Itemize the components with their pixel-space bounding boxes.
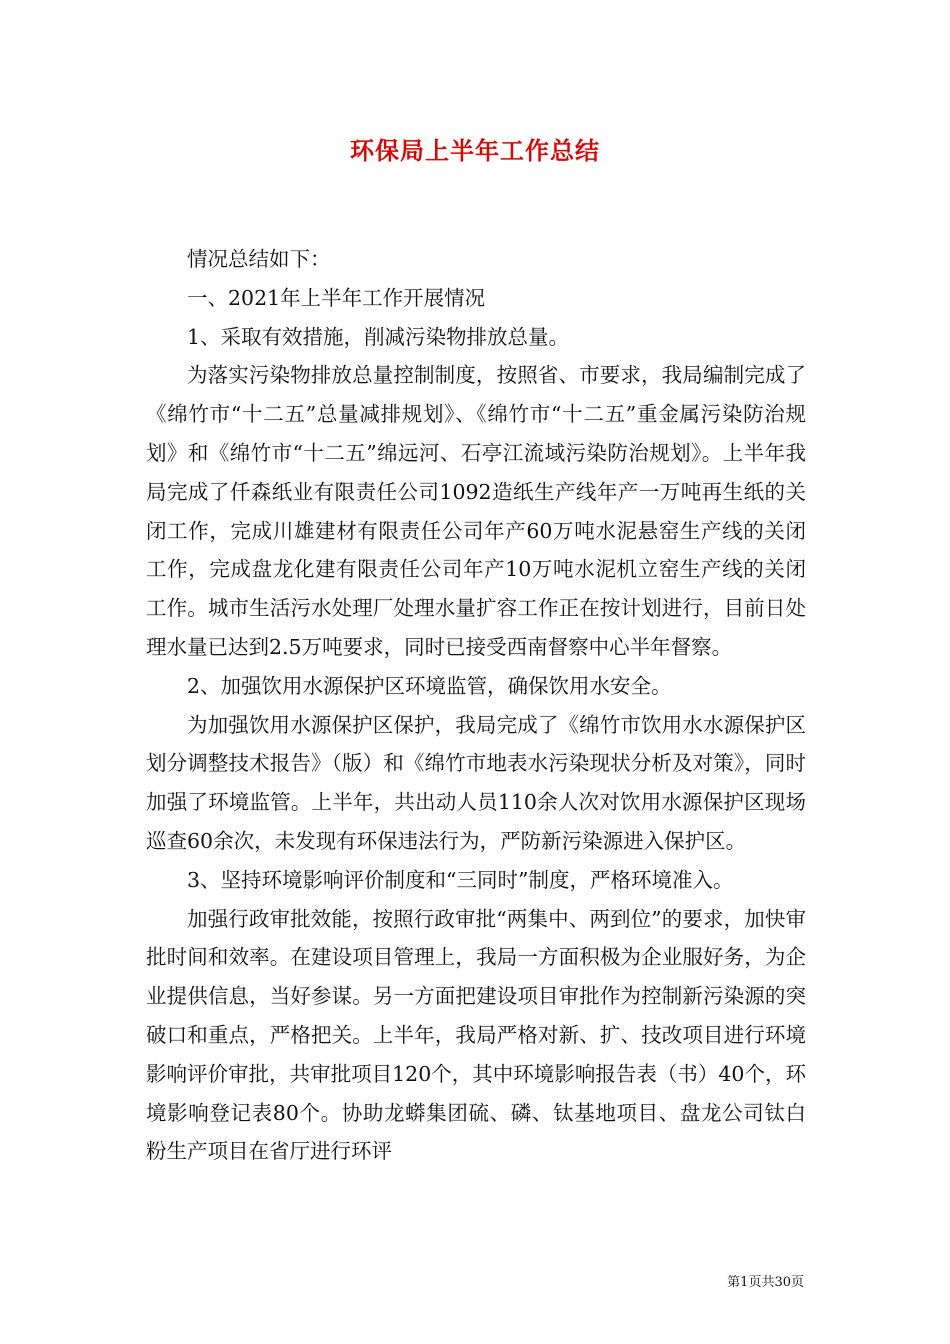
paragraph: 情况总结如下： xyxy=(187,247,331,271)
paragraph: 加强行政审批效能，按照行政审批“两集中、两到位”的要求，加快审批时间和效率。在建设项目管理上，我局一方面积极为企业服好务，为企业提供信息，当好参谋。另一方面把建设项目审批作为控制新污染源的突破口和重点，严格把关。上半年，我局严格对新、扩、技改项目进行环境影响评价审批，共审批项目120个，其中环境影响报告表（书）40个，环境影响登记表80个。协助龙蟒集团硫、磷、钛基地项目、盘龙公司钛白粉生产项目在省厅进行环评 xyxy=(146,906,806,1164)
document-body xyxy=(146,240,806,1171)
page-number-footer: 第1页共30页 xyxy=(727,1275,804,1290)
paragraph: 为加强饮用水源保护区保护，我局完成了《绵竹市饮用水水源保护区划分调整技术报告》（版）和《绵竹市地表水污染现状分析及对策》，同时加强了环境监管。上半年，共出动人员110余人次对饮用水源保护区现场巡查60余次，未发现有环保违法行为，严防新污染源进入保护区。 xyxy=(146,712,806,853)
subsection-heading: 2、加强饮用水源保护区环境监管，确保饮用水安全。 xyxy=(187,673,672,698)
section-heading: 一、2021年上半年工作开展情况 xyxy=(187,285,486,310)
paragraph: 为落实污染物排放总量控制制度，按照省、市要求，我局编制完成了《绵竹市“十二五”总量减排规划》、《绵竹市“十二五”重金属污染防治规划》和《绵竹市“十二五”绵远河、石亭江流域污染防治规划》。上半年我局完成了仟森纸业有限责任公司1092造纸生产线年产一万吨再生纸的关闭工作，完成川雄建材有限责任公司年产60万吨水泥悬窑生产线的关闭工作，完成盘龙化建有限责任公司年产10万吨水泥机立窑生产线的关闭工作。城市生活污水处理厂处理水量扩容工作正在按计划进行，目前日处理水量已达到2.5万吨要求，同时已接受西南督察中心半年督察。 xyxy=(146,363,806,659)
subsection-heading: 1、采取有效措施，削减污染物排放总量。 xyxy=(187,324,570,349)
subsection-heading: 3、坚持环境影响评价制度和“三同时”制度，严格环境准入。 xyxy=(187,867,734,892)
document-title: 环保局上半年工作总结 xyxy=(350,136,600,165)
